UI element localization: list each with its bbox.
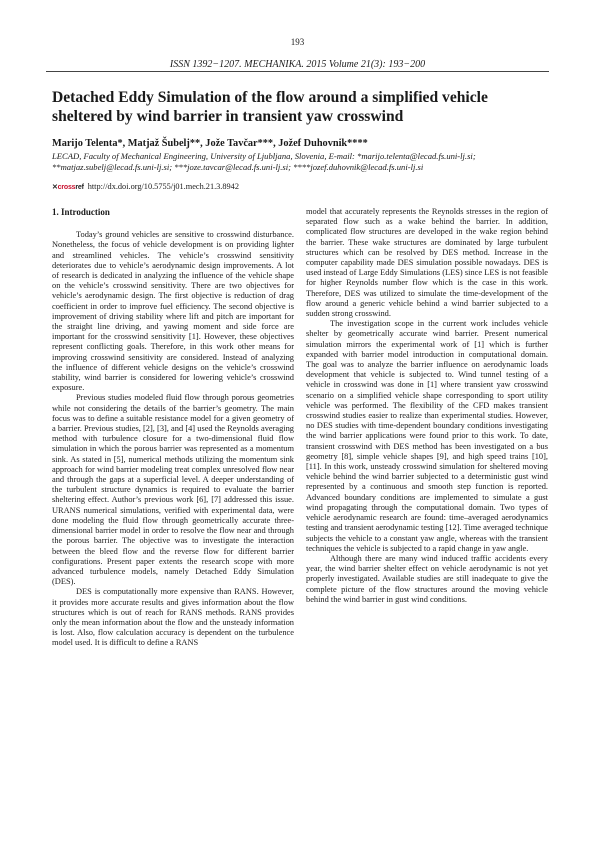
header-rule	[46, 71, 549, 72]
body-paragraph: The investigation scope in the current work includes vehicle shelter by geometrically accurate wind barrier. Present numerical simulation mirrors the experimental work of [1] which is further expanded with barrier model introduction in computational domain. The goal was to analyze the barrier influence on aerodynamic loads development that vehicle is subjected to. Wind tunnel testing of a vehicle in crosswind was done in [1] where transient yaw crosswind scenario on a simplified vehicle shape corresponding to sport utility vehicle was performed. The flexibility of the CFD makes transient crosswind studies easier to realize than experimental studies. However, no DES studies with time-dependent boundary conditions investigating the wind barrier applications were found prior to this work. To date, transient crosswind with DES method has been investigated on a bus geometry [8], simple vehicle shapes [9], and high speed trains [10], [11]. In this work, unsteady crosswind simulation for sheltered moving vehicle behind the wind barrier subjected to a deterministic gust wind represented by a continuous and smooth step function is reported. Advanced boundary conditions are implemented to simulate a gust wind propagating through the computational domain. Two types of vehicle aerodynamic research are found: time–averaged aerodynamics testing and transient aerodynamic testing [12]. Time averaged technique subjects the vehicle to a constant yaw angle, whereas with the transient techniques the vehicle is subjected to a rapid change in yaw angle.	[306, 319, 548, 553]
journal-citation-line: ISSN 1392−1207. MECHANIKA. 2015 Volume 21(3): 193−200	[169, 59, 426, 70]
body-paragraph: DES is computationally more expensive than RANS. However, it provides more accurate results and gives information about the flow structures which is out of reach for RANS methods. RANS provides only the mean information about the flow and the unsteady information is lost. Also, flow calculation accuracy is dependent on the turbulence model used. It is difficult to define a RANS	[52, 587, 294, 648]
body-paragraph: Previous studies modeled fluid flow through porous geometries while not considering the details of the barrier’s geometry. The main focus was to define a suitable resistance model for a given geometry of a barrier. Previous studies, [2], [3], and [4] used the Reynolds averaging method with turbulence closure for a two-dimensional fluid flow simulation in which the porous barrier was represented as a momentum sink. As stated in [5], numerical methods utilizing the momentum sink approach for wind barrier modeling treat complex unresolved flow near and through the gaps at a superficial level. A deeper understanding of the turbulent structure dynamics is required to evaluate the barrier sheltering effect. Author’s previous work [6], [7] addressed this issue. URANS numerical simulations, verified with experimental data, were done modeling the fluid flow through geometrically accurate three-dimensional barrier model in order to resolve the flow near and through the porous barrier. The objective was to investigate the interaction between the bleed flow and the reverse flow for different barrier configurations. Present paper extents the research scope with more advanced turbulence models, namely Detached Eddy Simulation (DES).	[52, 393, 294, 587]
body-paragraph: Although there are many wind induced traffic accidents every year, the wind barrier shelter effect on vehicle aerodynamic is not yet properly investigated. Available studies are still inadequate to give the complete picture of the flow structures around the moving vehicle behind the wind barrier in gust wind conditions.	[306, 553, 548, 604]
doi-row	[52, 182, 552, 191]
affiliation-block: LECAD, Faculty of Mechanical Engineering, University of Ljubljana, Slovenia, E-mail: *marijo.telenta@lecad.fs.uni-lj.si; **matjaz.subelj@lecad.fs.uni-lj.si; ***joze.tavcar@lecad.fs.uni-lj.si; ****jozef.duhovnik@lecad.fs.uni-lj.si	[52, 151, 476, 173]
section-heading-introduction: 1. Introduction	[52, 207, 110, 217]
doi-link[interactable]: http://dx.doi.org/10.5755/j01.mech.21.3.8942	[87, 182, 239, 191]
crossref-logo-icon: ✕crossref	[52, 183, 84, 191]
right-text-column	[306, 207, 548, 605]
paper-title: Detached Eddy Simulation of the flow around a simplified vehicle sheltered by wind barrier in transient yaw crosswind	[52, 89, 488, 125]
left-text-column	[52, 207, 294, 649]
body-paragraph: model that accurately represents the Reynolds stresses in the region of separated flow such as a wake behind the barrier. In addition, complicated flow structures are developed in the wake region behind the barrier. These wake structures are dominated by large turbulent structures which can be resolved by DES method. Increase in the computer capability made DES simulation possible nowadays. DES is used instead of Large Eddy Simulations (LES) since LES is not feasible for higher Reynolds number flow which is the case in this work. Therefore, DES was utilized to simulate the time-development of the flow around a generic vehicle behind a wind barrier subjected to a sudden strong crosswind.	[306, 207, 548, 319]
author-list: Marijo Telenta*, Matjaž Šubelj**, Jože Tavčar***, Jožef Duhovnik****	[52, 138, 368, 149]
page-number: 193	[290, 37, 305, 47]
body-paragraph: Today’s ground vehicles are sensitive to crosswind disturbance. Nonetheless, the focus of vehicle development is on providing lighter and streamlined vehicles. The vehicle’s crosswind sensitivity deteriorates due to vehicle’s aerodynamic design improvements. A lot of research is dedicated in analyzing the influence of the vehicle shape on the vehicle’s crosswind sensitivity. There are two objectives for vehicle’s aerodynamic design. The first objective is reduction of drag coefficient in order to improve fuel efficiency. The second objective is improvement of driving stability where lift and pitch are important for the straight line driving, and yawing moment and side force are important for the crosswind sensitivity [1]. However, these objectives represent conflicting goals. Therefore, in this work other means for improving crosswind sensitivity are considered. Instead of analyzing the influence of different vehicle designs on the vehicle’s crosswind stability, wind barrier is considered for lowering vehicle’s crosswind exposure.	[52, 230, 294, 393]
